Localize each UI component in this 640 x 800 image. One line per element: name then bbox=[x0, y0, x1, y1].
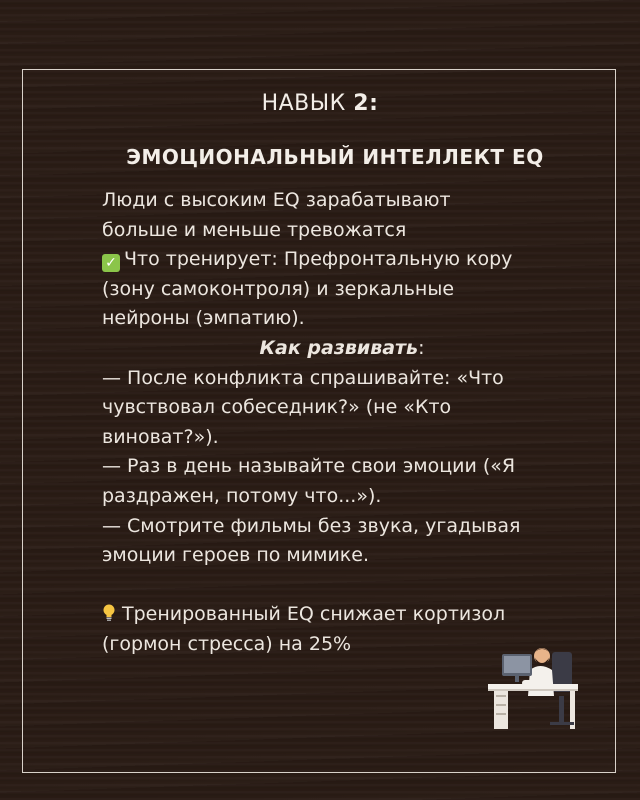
trains-line: (зону самоконтроля) и зеркальные bbox=[102, 277, 455, 300]
tip-line: раздражен, потому что...»). bbox=[102, 484, 382, 507]
intro-line: Люди с высоким EQ зарабатывают bbox=[102, 189, 451, 211]
skill-title: ЭМОЦИОНАЛЬНЫЙ ИНТЕЛЛЕКТ EQ bbox=[126, 145, 544, 169]
skill-prefix: НАВЫК bbox=[261, 91, 346, 116]
how-to-develop bbox=[102, 334, 582, 364]
trains-text: Что тренирует: Префронтальную кору bbox=[124, 248, 513, 271]
tip-line: — После конфликта спрашивайте: «Что bbox=[102, 366, 504, 389]
skill-number: 2: bbox=[353, 91, 379, 116]
fact-line: (гормон стресса) на 25% bbox=[102, 632, 352, 655]
tip-line: виноват?»). bbox=[102, 425, 219, 448]
tip-line: чувствовал собеседник?» (не «Кто bbox=[102, 396, 452, 419]
trains-line: нейроны (эмпатию). bbox=[102, 307, 305, 330]
check-mark-icon: ✓ bbox=[102, 254, 120, 272]
trains-line bbox=[102, 245, 582, 275]
fact-text: Тренированный EQ снижает кортизол bbox=[122, 603, 506, 626]
how-colon: : bbox=[418, 336, 425, 359]
tip-line: — Смотрите фильмы без звука, угадывая bbox=[102, 514, 521, 537]
skill-heading bbox=[0, 91, 640, 116]
fact-line bbox=[102, 600, 582, 630]
person-at-desk-illustration bbox=[486, 636, 586, 732]
body-text bbox=[102, 186, 582, 660]
spacer bbox=[102, 571, 582, 601]
lightbulb-icon bbox=[102, 604, 116, 622]
how-label: Как развивать bbox=[259, 336, 419, 359]
tip-line: эмоции героев по мимике. bbox=[102, 544, 369, 567]
tip-line: — Раз в день называйте свои эмоции («Я bbox=[102, 455, 516, 478]
intro-line: больше и меньше тревожатся bbox=[102, 218, 407, 241]
